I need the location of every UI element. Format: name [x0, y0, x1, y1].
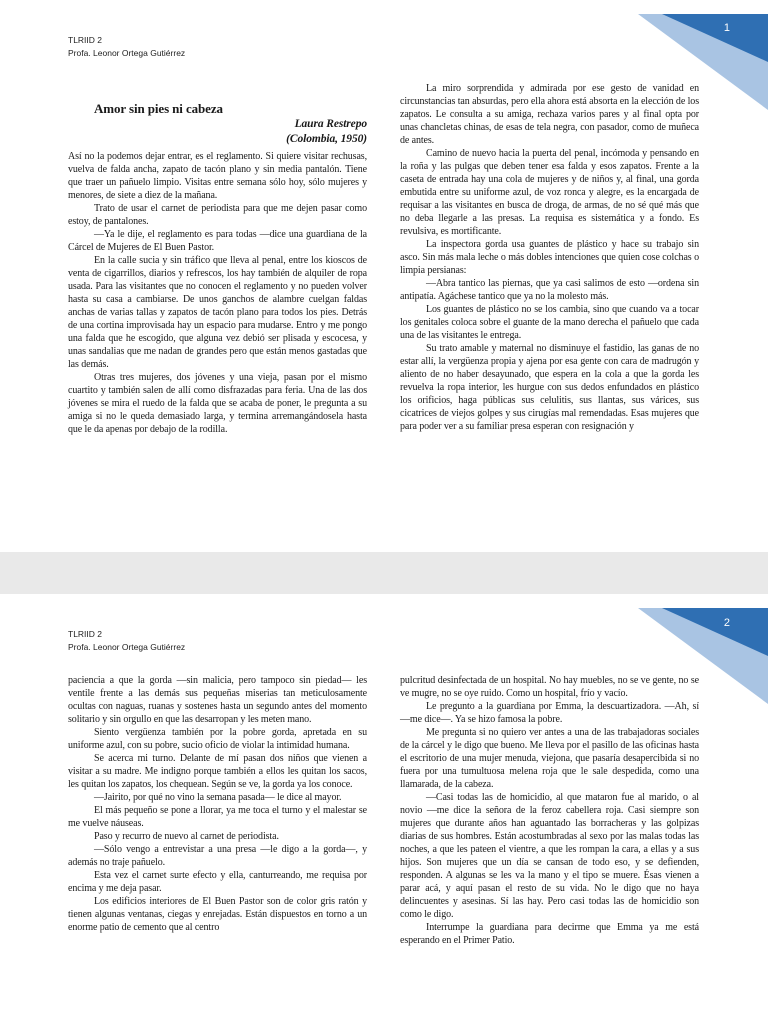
paragraph: paciencia a que la gorda —sin malicia, pero tampoco sin piedad— les ventile frente a las demás sus pequeñas miserias tan meticulosamente ocultas con naguas, ruanas y sostenes hasta un segundo antes del momento solitario y sin orgullo en que las desarropan y les meten mano. [68, 675, 367, 725]
paragraph: Siento vergüenza también por la pobre gorda, apretada en su uniforme azul, con su pobre, sucio oficio de violar la intimidad humana. [68, 727, 367, 751]
paragraph: En la calle sucia y sin tráfico que lleva al penal, entre los kioscos de venta de cigarrillos, diarios y refrescos, los hay también de alquiler de ropa usada. Para las visitantes que no conocen el reglamento y no pueden volver hasta su casa a cambiarse. De unos ganchos de alambre cuelgan faldas anchas de varias tallas y zapatos de tacón plano para todos los pies. Detrás de una cortina improvisada hay un espacio para mudarse. Entro y me pongo una falda que he escogido, que alguna vez debió ser plisada y escocesa, y unas sandalias que me nadan de grandes pero que están menos gastadas que las demás. [68, 255, 367, 370]
paragraph: Trato de usar el carnet de periodista para que me dejen pasar como estoy, de pantalones. [68, 203, 367, 227]
paragraph: Camino de nuevo hacia la puerta del penal, incómoda y pensando en la roña y las pulgas que deben tener esa falda y esos zapatos. Frente a la caseta de entrada hay una cola de mujeres y de niños y, al final, una gorda embutida entre su uniforme azul, de voz ronca y alegre, es la encargada de requisar a las visitantes en busca de droga, de armas, de no sé qué más que no deba llegarle a las presas. La requisa es sistemática y a fondo. Es revulsiva, es mortificante. [400, 148, 699, 237]
paragraph: El más pequeño se pone a llorar, ya me toca el turno y el malestar se me vuelve náuseas. [68, 805, 367, 829]
text-column-right [400, 82, 699, 433]
paragraph: Otras tres mujeres, dos jóvenes y una vieja, pasan por el mismo cuartito y también salen de allí como disfrazadas para feria. Una de las dos jóvenes se mira el ruedo de la falda que se acaba de poner, le pregunta a su amiga si no le queda demasiado larga, y termina arremangándosela hasta que le da apenas por debajo de la rodilla. [68, 372, 367, 435]
course-code: TLRIID 2 [68, 35, 103, 45]
page-number: 2 [723, 617, 730, 629]
paragraph: —Ya le dije, el reglamento es para todas —dice una guardiana de la Cárcel de Mujeres de El Buen Pastor. [68, 229, 367, 253]
paragraph: Me pregunta si no quiero ver antes a una de las trabajadoras sociales de la cárcel y le digo que bueno. Me lleva por el pasillo de las oficinas hasta el escritorio de una mujer menuda, viejona, que pasaría desapercibida si no fuera por una tumultuosa melena roja que le sale despedida, como una llamarada, de la cabeza. [400, 727, 699, 790]
paragraph: La inspectora gorda usa guantes de plástico y hace su trabajo sin asco. Sin más mala leche o más dobles intenciones que quien cose colchas o limpia persianas: [400, 239, 699, 276]
paragraph: —Casi todas las de homicidio, al que mataron fue al marido, o al novio —me dice la señora de la feroz cabellera roja. Casi siempre son mujeres que durante años han aguantado las borracheras y las golpizas diarias de sus hombres. Están acostumbradas al sexo por las malas todas las noches, a que les pateen el vientre, a que les rompan la cara, a ellas y a sus hijos. Son mujeres que un día se cansan de todo eso, y se defienden, responden. A algunas se les va la mano y el tipo se muere. Ésas vienen a parar acá, y aquí pasan el resto de su vida. No le digo que no haya delincuentes y asesinas. Sí las hay. Pero casi todas las de homicidio son como le digo. [400, 792, 699, 920]
paragraph: —Jairito, por qué no vino la semana pasada— le dice al mayor. [94, 792, 342, 803]
paragraph: Paso y recurro de nuevo al carnet de periodista. [94, 831, 279, 842]
page-number: 1 [723, 22, 730, 34]
paragraph: Esta vez el carnet surte efecto y ella, canturreando, me requisa por encima y me deja pasar. [68, 870, 367, 894]
text-column-left [68, 101, 367, 436]
paragraph: —Sólo vengo a entrevistar a una presa —le digo a la gorda—, y además no traje pañuelo. [68, 844, 367, 868]
author-name: Laura Restrepo [294, 118, 367, 130]
paragraph: Los guantes de plástico no se los cambia, sino que cuando va a tocar los genitales coloca sobre el guante de la mano derecha el pañuelo que cada una de las visitantes le entrega. [400, 304, 699, 341]
page-header [68, 34, 185, 60]
page-header [68, 628, 185, 654]
paragraph: —Abra tantico las piernas, que ya casi salimos de esto —ordena sin antipatía. Agáchese tantico que ya no la molesto más. [400, 278, 699, 302]
author-origin: (Colombia, 1950) [286, 133, 367, 145]
paragraph: Su trato amable y maternal no disminuye el fastidio, las ganas de no estar allí, la vergüenza propia y ajena por esa gente con cara de madrugón y aliento de no haber desayunado, que espera en la cola a que la gorda les revuelva la ropa interior, les hurgue con sus dedos enfundados en plástico los orificios, haga públicas sus celulitis, sus llantas, sus várices, sus cicatrices de viejos golpes y sus cirugías mal remendadas. Esas mujeres que para poder ver a su familiar presa esperan con resignación y [400, 343, 699, 432]
paragraph: Los edificios interiores de El Buen Pastor son de color gris ratón y tienen algunas ventanas, ciegas y enrejadas. Están dispuestos en torno a un enorme patio de cemento que al centro [68, 896, 367, 933]
document-page-2 [0, 594, 768, 1024]
teacher-name: Profa. Leonor Ortega Gutiérrez [68, 48, 186, 58]
text-column-left [68, 674, 367, 934]
paragraph: Así no la podemos dejar entrar, es el reglamento. Si quiere visitar rechusas, vuelva de falda ancha, zapato de tacón plano y sin media pantalón. Tiene que traer un pañuelo limpio. Visitas entre semana sólo hoy, sólo mujeres y menores, de siete a diez de la mañana. [68, 151, 367, 201]
paragraph: La miro sorprendida y admirada por ese gesto de vanidad en circunstancias tan absurdas, pero ella ahora está absorta en la elección de los zapatos. Le consulta a su amiga, rechaza varios pares y al final opta por unas chancletas chinas, de esas de tela negra, con pasador, como de muñeca de antes. [400, 83, 699, 146]
text-column-right [400, 674, 699, 947]
paragraph: Se acerca mi turno. Delante de mí pasan dos niños que vienen a visitar a su madre. Me indigno porque también a ellos les quitan los sacos, les quitan los zapatos, los chequean. Según se ve, la gorda ya los conoce. [68, 753, 367, 790]
paragraph: Le pregunto a la guardiana por Emma, la descuartizadora. —Ah, sí —me dice—. Ya se hizo famosa la pobre. [400, 701, 699, 725]
paragraph: pulcritud desinfectada de un hospital. No hay muebles, no se ve gente, no se ve mugre, no se oye ruido. Como un hospital, frío y vacío. [400, 675, 699, 699]
course-code: TLRIID 2 [68, 629, 103, 639]
teacher-name: Profa. Leonor Ortega Gutiérrez [68, 642, 186, 652]
paragraph: Interrumpe la guardiana para decirme que Emma ya me está esperando en el Primer Patio. [400, 922, 699, 946]
story-title: Amor sin pies ni cabeza [94, 101, 223, 116]
author-block [68, 117, 367, 147]
